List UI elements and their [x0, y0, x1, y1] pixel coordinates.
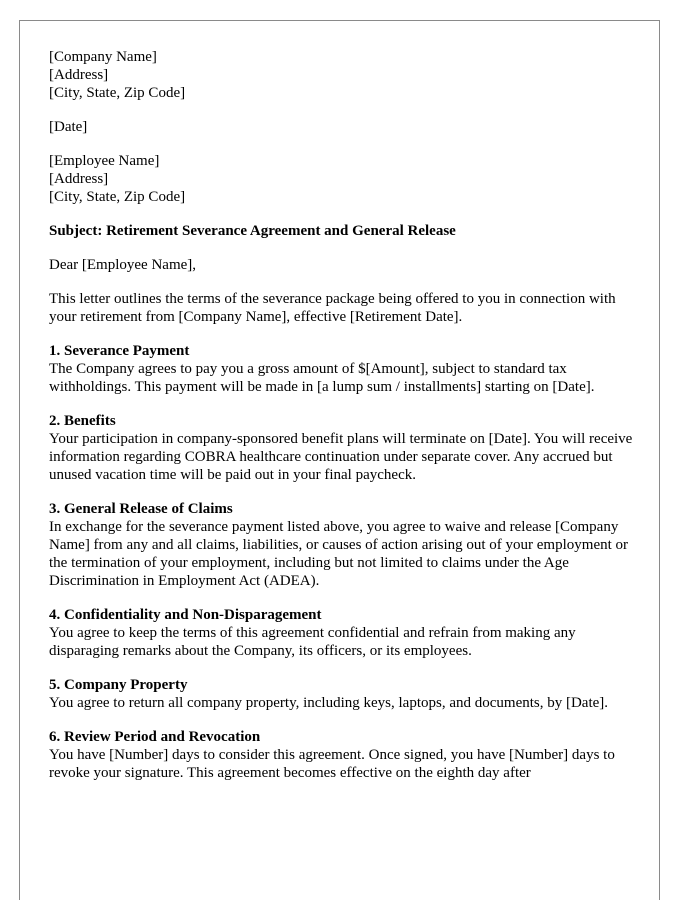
section-heading: 5. Company Property [49, 677, 188, 693]
section-severance-payment [49, 342, 639, 396]
recipient-employee-name: [Employee Name] [49, 153, 160, 169]
recipient-address-block [49, 152, 639, 206]
letter-intro: This letter outlines the terms of the severance package being offered to you in connection with your retirement from [Company Name], effective [Retirement Date]. [49, 291, 616, 325]
letter-subject: Subject: Retirement Severance Agreement and General Release [49, 223, 456, 239]
section-heading: 4. Confidentiality and Non-Disparagement [49, 607, 322, 623]
section-company-property [49, 676, 639, 712]
sender-address-block [49, 48, 639, 102]
section-heading: 2. Benefits [49, 413, 116, 429]
section-review-period [49, 728, 639, 782]
section-benefits [49, 412, 639, 484]
sender-address: [Address] [49, 67, 109, 83]
recipient-address: [Address] [49, 171, 109, 187]
section-general-release [49, 500, 639, 590]
letter-content [49, 48, 649, 804]
section-body: You agree to return all company property, including keys, laptops, and documents, by [Date]. [49, 695, 609, 711]
section-body: The Company agrees to pay you a gross amount of $[Amount], subject to standard tax withholdings. This payment will be made in [a lump sum / installments] starting on [Date]. [49, 361, 595, 395]
section-body: You agree to keep the terms of this agreement confidential and refrain from making any disparaging remarks about the Company, its officers, or its employees. [49, 625, 576, 659]
section-body: Your participation in company-sponsored benefit plans will terminate on [Date]. You will receive information regarding COBRA healthcare continuation under separate cover. Any accrued but unused vacation time will be paid out in your final paycheck. [49, 431, 633, 483]
letter-salutation: Dear [Employee Name], [49, 257, 197, 273]
section-body: You have [Number] days to consider this agreement. Once signed, you have [Number] days to revoke your signature. This agreement becomes effective on the eighth day after [49, 747, 615, 781]
letter-date [49, 118, 639, 136]
sender-company-name: [Company Name] [49, 49, 157, 65]
section-confidentiality [49, 606, 639, 660]
section-body: In exchange for the severance payment listed above, you agree to waive and release [Company Name] from any and all claims, liabilities, or causes of action arising out of your employment or the termination of your employment, including but not limited to claims under the Age Discrimination in Employment Act (ADEA). [49, 519, 629, 589]
section-heading: 3. General Release of Claims [49, 501, 233, 517]
recipient-city-state-zip: [City, State, Zip Code] [49, 189, 186, 205]
letter-date-text: [Date] [49, 119, 88, 135]
sender-city-state-zip: [City, State, Zip Code] [49, 85, 186, 101]
section-heading: 6. Review Period and Revocation [49, 729, 261, 745]
section-heading: 1. Severance Payment [49, 343, 190, 359]
